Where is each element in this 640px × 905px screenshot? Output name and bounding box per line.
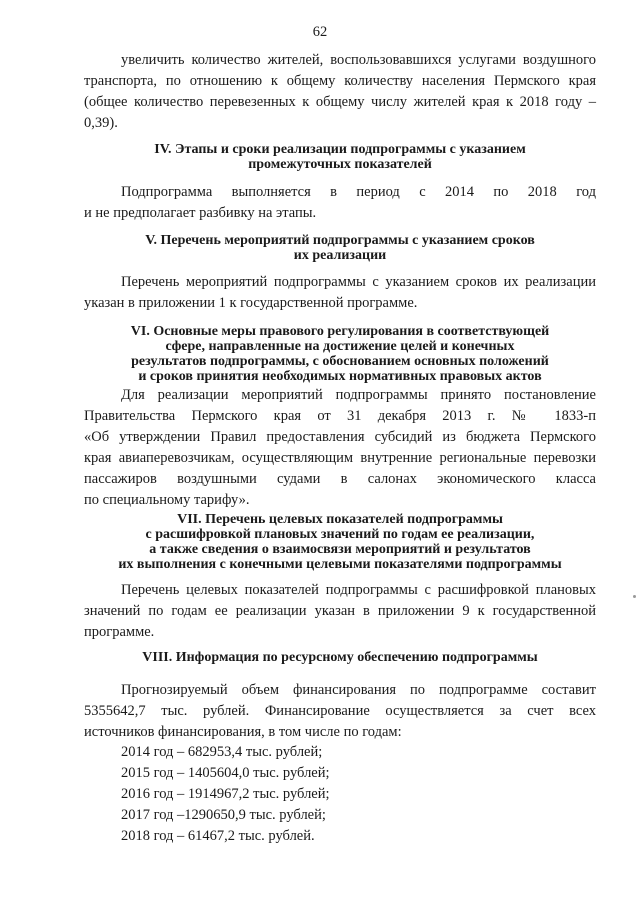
text-line: Для реализации мероприятий подпрограммы принято постановление xyxy=(121,387,596,403)
scan-speck xyxy=(633,595,636,598)
text-line: Подпрограмма выполняется в период с 2014 по 2018 год xyxy=(121,184,596,200)
section-4-heading: IV. Этапы и сроки реализации подпрограммы с указанием промежуточных показателей xyxy=(154,142,526,172)
page-number: 62 xyxy=(312,24,328,40)
section-8-paragraph xyxy=(84,680,596,743)
section-7-heading: VII. Перечень целевых показателей подпрограммы с расшифровкой плановых значений по годам ее реализации, а также сведения о взаимосвязи мероприятий и результатов их выполнения с конечными целевыми показателями подпрограммы xyxy=(118,512,562,572)
text-line: транспорта, по отношению к общему количеству населения Пермского края xyxy=(84,73,596,89)
section-6-paragraph xyxy=(84,385,596,511)
text-line: Правительства Пермского края от 31 декабря 2013 г. № 1833-п xyxy=(84,408,596,424)
intro-paragraph xyxy=(84,50,596,134)
section-5-paragraph xyxy=(84,272,596,314)
text-line: 0,39). xyxy=(84,115,118,131)
list-item: 2018 год – 61467,2 тыс. рублей. xyxy=(121,828,315,844)
text-line: значений по годам ее реализации указан в приложении 9 к государственной xyxy=(84,603,596,619)
section-6-heading: VI. Основные меры правового регулирования в соответствующей сфере, направленные на достижение целей и конечных результатов подпрограммы, с обоснованием основных положений и сроков принятия необходимых нормативных правовых актов xyxy=(130,324,550,384)
section-4-paragraph xyxy=(84,182,596,224)
text-line: источников финансирования, в том числе по годам: xyxy=(84,724,402,740)
section-7-paragraph xyxy=(84,580,596,643)
text-line: по специальному тарифу». xyxy=(84,492,250,508)
text-line: увеличить количество жителей, воспользовавшихся услугами воздушного xyxy=(121,52,596,68)
list-item: 2014 год – 682953,4 тыс. рублей; xyxy=(121,744,323,760)
text-line: 5355642,7 тыс. рублей. Финансирование осуществляется за счет всех xyxy=(84,703,596,719)
text-line: программе. xyxy=(84,624,155,640)
list-item: 2016 год – 1914967,2 тыс. рублей; xyxy=(121,786,330,802)
text-line: и не предполагает разбивку на этапы. xyxy=(84,205,317,221)
funding-by-year-list xyxy=(121,742,330,847)
text-line: Перечень мероприятий подпрограммы с указанием сроков их реализации xyxy=(121,274,596,290)
text-line: Перечень целевых показателей подпрограммы с расшифровкой плановых xyxy=(121,582,596,598)
text-line: «Об утверждении Правил предоставления субсидий из бюджета Пермского xyxy=(84,429,596,445)
text-line: Прогнозируемый объем финансирования по подпрограмме составит xyxy=(121,682,596,698)
text-line: края авиаперевозчикам, осуществляющим внутренние региональные перевозки xyxy=(84,450,596,466)
text-line: указан в приложении 1 к государственной программе. xyxy=(84,295,418,311)
list-item: 2015 год – 1405604,0 тыс. рублей; xyxy=(121,765,330,781)
text-line: пассажиров воздушными судами в салонах экономического класса xyxy=(84,471,596,487)
section-8-heading: VIII. Информация по ресурсному обеспечению подпрограммы xyxy=(142,650,538,665)
list-item: 2017 год –1290650,9 тыс. рублей; xyxy=(121,807,326,823)
section-5-heading: V. Перечень мероприятий подпрограммы с указанием сроков их реализации xyxy=(145,233,535,263)
text-line: (общее количество перевезенных к общему числу жителей края к 2018 году – xyxy=(84,94,596,110)
